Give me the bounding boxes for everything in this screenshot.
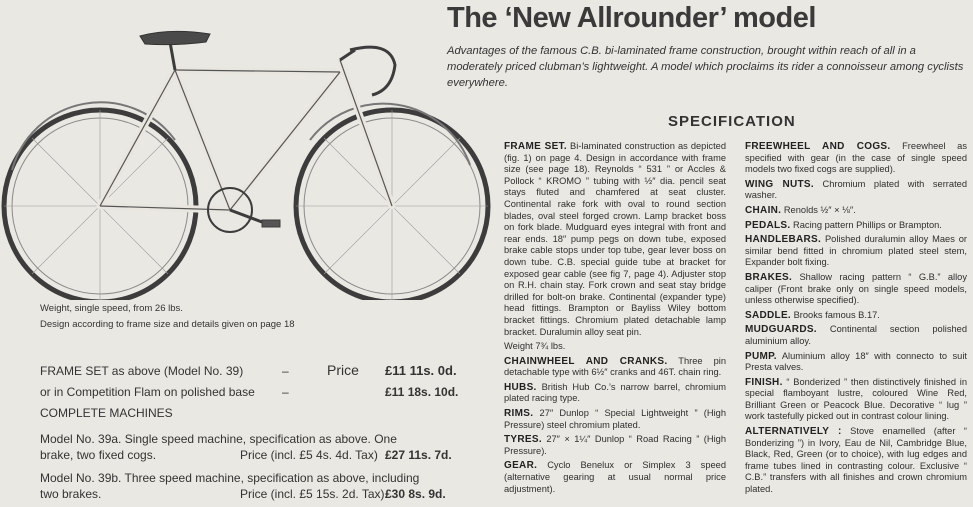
- model-39a-line1: Model No. 39a. Single speed machine, specification as above. One: [40, 432, 397, 446]
- spec-item: [745, 205, 967, 217]
- spec-item-label: CHAINWHEEL AND CRANKS.: [504, 355, 668, 367]
- caption-weight: Weight, single speed, from 26 lbs.: [40, 303, 183, 314]
- model-39b-price-note: Price (incl. £5 15s. 2d. Tax): [240, 487, 385, 501]
- spec-item: [745, 351, 967, 374]
- spec-item-text: Renolds ½″ × ⅛″.: [783, 204, 856, 215]
- spec-item-label: WING NUTS.: [745, 178, 814, 190]
- spec-item: [504, 460, 726, 495]
- model-39a-line2: brake, two fixed cogs.: [40, 448, 157, 462]
- spec-item: [504, 408, 726, 431]
- model-39b-line2: two brakes.: [40, 487, 102, 501]
- spec-item-label: FINISH.: [745, 376, 783, 388]
- spec-item-label: PUMP.: [745, 350, 777, 362]
- spec-column-right: [745, 141, 967, 499]
- flam-price: £11 18s. 10d.: [385, 385, 459, 399]
- spec-item-text: Racing pattern Phillips or Brampton.: [793, 219, 942, 230]
- spec-item-text: 27″ Dunlop “ Special Lightweight ” (High Pressure) steel chromium plated.: [504, 408, 726, 430]
- spec-item: [745, 220, 967, 232]
- spec-item-label: MUDGUARDS.: [745, 324, 817, 336]
- flam-dash: –: [282, 385, 289, 399]
- spec-item: [504, 382, 726, 405]
- model-39b-price: £30 8s. 9d.: [385, 487, 446, 501]
- spec-item-text: Shallow racing pattern “ G.B.” alloy caliper (Front brake only on single speed models, unless otherwise specified).: [745, 271, 967, 306]
- spec-item-label: GEAR.: [504, 460, 538, 472]
- spec-item-text: Continental section polished aluminium alloy.: [745, 324, 967, 346]
- spec-item-text: British Hub Co.’s narrow barrel, chromium plated racing type.: [504, 381, 726, 404]
- spec-item: [745, 141, 967, 176]
- spec-item: [504, 141, 726, 338]
- spec-item-text: Polished duralumin alloy Maes or similar bend fitted in chromium plated steel stem, Expander bolt fixing.: [745, 234, 967, 268]
- frame-set-price: £11 11s. 0d.: [385, 363, 457, 378]
- spec-item-text: Chromium plated with serrated washer.: [745, 178, 967, 201]
- spec-item: [504, 434, 726, 457]
- spec-item: [504, 341, 726, 353]
- model-39a-price: £27 11s. 7d.: [385, 448, 452, 462]
- page-title: The ‘New Allrounder’ model: [447, 2, 816, 34]
- spec-item-text: Cyclo Benelux or Simplex 3 speed (alternative gearing at usual normal price adjustment).: [504, 460, 726, 494]
- spec-item-label: TYRES.: [504, 434, 542, 446]
- spec-item-label: RIMS.: [504, 408, 534, 420]
- intro-paragraph: Advantages of the famous C.B. bi-laminated frame construction, brought within reach of all in a moderately priced clubman’s lightweight. A model which proclaims its rider a connoisseur among cyclists everywhere.: [447, 45, 964, 89]
- spec-item-label: ALTERNATIVELY :: [745, 426, 842, 438]
- spec-item-label: FRAME SET.: [504, 141, 567, 152]
- model-39a-line2-row: [40, 448, 472, 462]
- model-39b-line2-row: [40, 487, 472, 501]
- spec-item-text: Freewheel as specified with gear (in the case of single speed models two fixed cogs are supplied).: [745, 141, 967, 175]
- caption-design: Design according to frame size and details given on page 18: [40, 319, 295, 330]
- specification-heading: SPECIFICATION: [668, 113, 796, 130]
- spec-item: [745, 324, 967, 347]
- spec-item-text: Three pin detachable type with 6½″ cranks and 46T. chain ring.: [504, 355, 726, 378]
- spec-item-text: “ Bonderized ” then distinctively finished in special flamboyant lustre, coloured Wine Red, Brilliant Green or Peacock Blue. Decorative “ lug ” work tastefully picked out in contrast colour lining.: [745, 376, 967, 422]
- spec-item-label: HANDLEBARS.: [745, 234, 822, 246]
- flam-row: [40, 385, 472, 399]
- spec-item-text: 27″ × 1¼″ Dunlop “ Road Racing ” (High Pressure).: [504, 434, 726, 456]
- spec-item-label: FREEWHEEL AND COGS.: [745, 141, 891, 152]
- spec-item-text: Stove enamelled (after “ Bonderizing ”) in Ivory, Eau de Nil, Cambridge Blue, Black, Red, Green (or to choice), with lug edges and frame tubes lined in contrasting colour. Exclusive “ C.B.” transfers with all finishes and crown chromium plated.: [745, 426, 967, 495]
- spec-item: [745, 426, 967, 496]
- bicycle-photo: [0, 20, 495, 300]
- spec-item-label: BRAKES.: [745, 271, 793, 283]
- spec-item: [745, 179, 967, 202]
- spec-item: [745, 377, 967, 423]
- flam-label: or in Competition Flam on polished base: [40, 385, 255, 399]
- model-39b-line1: Model No. 39b. Three speed machine, specification as above, including: [40, 471, 420, 485]
- spec-item-label: HUBS.: [504, 381, 537, 393]
- price-word: Price: [327, 362, 359, 378]
- spec-item-text: Weight 7¾ lbs.: [504, 341, 566, 352]
- model-39a-price-note: Price (incl. £5 4s. 4d. Tax): [240, 448, 378, 462]
- spec-item-label: SADDLE.: [745, 309, 791, 321]
- spec-item-text: Brooks famous B.17.: [793, 309, 880, 320]
- spec-item-label: PEDALS.: [745, 219, 791, 231]
- spec-item-label: CHAIN.: [745, 204, 782, 216]
- spec-column-left: [504, 141, 726, 498]
- spec-item-text: Aluminium alloy 18″ with connecto to suit Presta valves.: [745, 350, 967, 373]
- spec-item: [745, 234, 967, 269]
- spec-item: [504, 356, 726, 379]
- frame-set-row: [40, 364, 472, 378]
- frame-dash: –: [282, 364, 289, 378]
- frame-set-label: FRAME SET as above (Model No. 39): [40, 364, 244, 378]
- complete-machines-heading: COMPLETE MACHINES: [40, 406, 173, 420]
- spec-item-text: Bi-laminated construction as depicted (fig. 1) on page 4. Design in accordance with frame size (see page 18). Reynolds “ 531 ” or Accles & Pollock “ KROMO ” tubing with ½″ dia. pencil seat stays fluted and chamfered at seat cluster. Continental rake fork with oval to round section blades, oval steel forged crown. Lamp bracket boss on fork blade. Mudguard eyes integral with front and rear ends. 18″ pump pegs on down tube, exposed brake cable stops under top tube, gear lever boss on down tube. C.B. special guide tube at bracket for exposed gear cable (see fig 7, page 4). Adjuster stop on R.H. chain stay. Fork crown and seat stay bridge drilled for bolt-on brake. Continental (expander type) head fittings. Brampton or Bayliss Wiley bottom bracket fittings. Chromium plated detachable lamp bracket. Duralumin alloy seat pin.: [504, 141, 726, 337]
- spec-item: [745, 310, 967, 322]
- spec-item: [745, 272, 967, 307]
